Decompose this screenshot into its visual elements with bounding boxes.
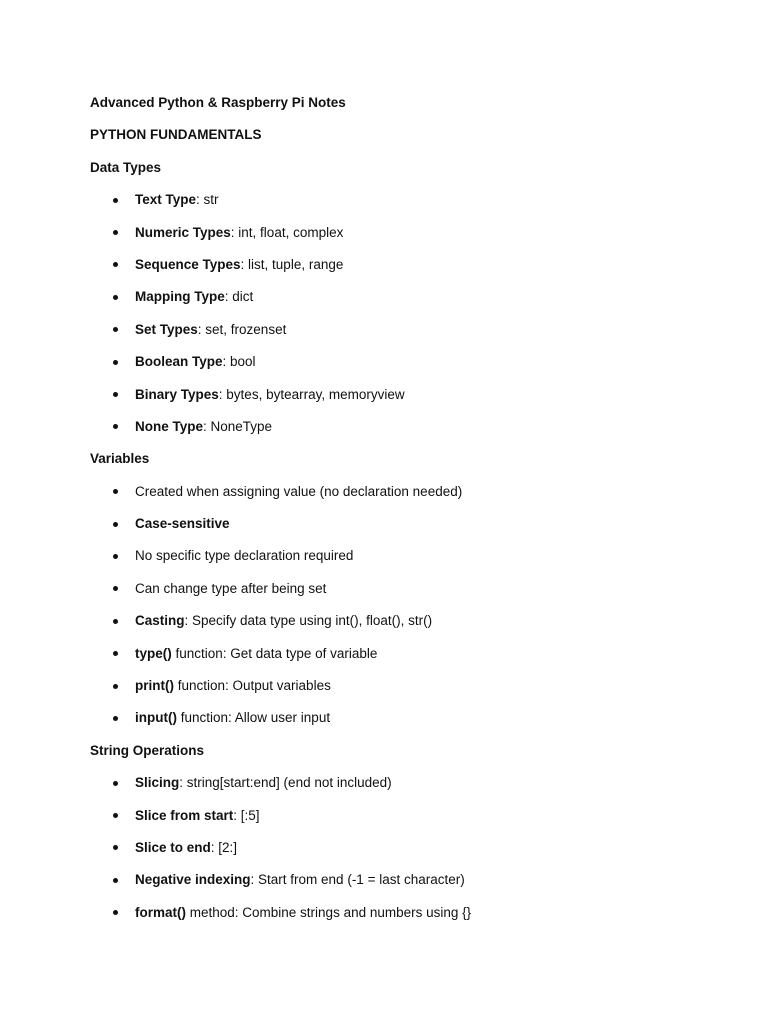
list-item <box>90 806 710 838</box>
bullet-icon <box>113 716 118 721</box>
list-item <box>90 352 710 384</box>
list-item <box>90 190 710 222</box>
list-item-term: Mapping Type <box>135 289 225 305</box>
list-item-term: type() <box>135 645 172 661</box>
list-item <box>90 579 710 611</box>
list-item-term: Case-sensitive <box>135 516 230 532</box>
list-item <box>90 546 710 578</box>
list-item-text: : string[start:end] (end not included) <box>179 775 392 791</box>
list-item-text: : [2:] <box>210 839 238 855</box>
list-item-text: function: Get data type of variable <box>171 645 378 661</box>
list-item-text: function: Allow user input <box>176 710 331 726</box>
list-item-text: Can change type after being set <box>135 580 327 596</box>
list-item-text: : Start from end (-1 = last character) <box>250 872 465 888</box>
data-types-heading: Data Types <box>90 159 162 175</box>
list-item-term: Numeric Types <box>135 224 231 240</box>
list-item-text: : list, tuple, range <box>240 256 344 272</box>
list-item <box>90 287 710 319</box>
list-item-term: Binary Types <box>135 386 219 402</box>
bullet-icon <box>113 262 118 267</box>
bullet-icon <box>113 586 118 591</box>
bullet-icon <box>113 327 118 332</box>
list-item-text: Created when assigning value (no declaration needed) <box>135 483 463 499</box>
document-title: Advanced Python & Raspberry Pi Notes <box>90 95 346 110</box>
list-item <box>90 644 710 676</box>
list-item-term: Slicing <box>135 775 180 791</box>
list-item-term: input() <box>135 710 177 726</box>
bullet-icon <box>113 295 118 300</box>
list-item-term: Casting <box>135 613 185 629</box>
list-item-term: Boolean Type <box>135 354 223 370</box>
bullet-icon <box>113 781 118 786</box>
list-item-text: No specific type declaration required <box>135 548 354 564</box>
list-item-text: : int, float, complex <box>230 224 344 240</box>
string-operations-list <box>90 773 710 935</box>
list-item-text: : Specify data type using int(), float(), str() <box>184 613 433 629</box>
list-item-text: : bool <box>222 354 256 370</box>
list-item <box>90 676 710 708</box>
bullet-icon <box>113 619 118 624</box>
list-item <box>90 482 710 514</box>
bullet-icon <box>113 651 118 656</box>
list-item-term: None Type <box>135 418 204 434</box>
list-item-term: Set Types <box>135 321 198 337</box>
list-item-text: : str <box>196 192 219 208</box>
bullet-icon <box>113 392 118 397</box>
bullet-icon <box>113 522 118 527</box>
list-item <box>90 417 710 449</box>
bullet-icon <box>113 910 118 915</box>
list-item <box>90 255 710 287</box>
bullet-icon <box>113 684 118 689</box>
bullet-icon <box>113 424 118 429</box>
bullet-icon <box>113 878 118 883</box>
list-item-text: : dict <box>224 289 254 305</box>
variables-heading: Variables <box>90 451 150 467</box>
list-item-text: : bytes, bytearray, memoryview <box>218 386 405 402</box>
bullet-icon <box>113 813 118 818</box>
bullet-icon <box>113 489 118 494</box>
list-item <box>90 708 710 740</box>
list-item-text: method: Combine strings and numbers using {} <box>186 904 472 920</box>
list-item <box>90 838 710 870</box>
list-item-term: Slice to end <box>135 839 211 855</box>
list-item <box>90 223 710 255</box>
bullet-icon <box>113 230 118 235</box>
document-page <box>90 93 710 935</box>
list-item-text: : NoneType <box>203 418 273 434</box>
list-item <box>90 514 710 546</box>
bullet-icon <box>113 554 118 559</box>
variables-list <box>90 482 710 741</box>
list-item <box>90 870 710 902</box>
string-operations-heading: String Operations <box>90 742 205 758</box>
list-item <box>90 903 710 935</box>
bullet-icon <box>113 360 118 365</box>
list-item-text: : [:5] <box>233 807 260 823</box>
bullet-icon <box>113 198 118 203</box>
list-item <box>90 385 710 417</box>
list-item <box>90 773 710 805</box>
data-types-list <box>90 190 710 449</box>
list-item <box>90 611 710 643</box>
list-item-text: function: Output variables <box>173 678 331 694</box>
section-heading: PYTHON FUNDAMENTALS <box>90 127 262 143</box>
list-item-term: Text Type <box>135 192 197 208</box>
bullet-icon <box>113 845 118 850</box>
list-item-term: Sequence Types <box>135 256 241 272</box>
list-item-term: format() <box>135 904 186 920</box>
list-item-term: print() <box>135 678 174 694</box>
list-item-term: Slice from start <box>135 807 234 823</box>
list-item-term: Negative indexing <box>135 872 251 888</box>
list-item <box>90 320 710 352</box>
list-item-text: : set, frozenset <box>197 321 287 337</box>
